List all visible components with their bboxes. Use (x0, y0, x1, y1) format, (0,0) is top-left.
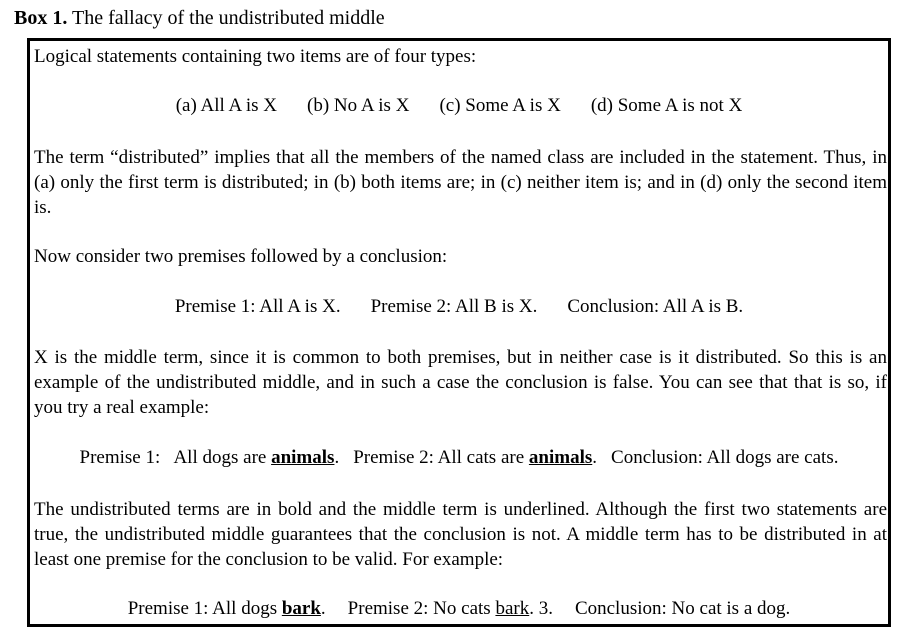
example2-conclusion: Conclusion: No cat is a dog. (574, 598, 791, 619)
statement-types (30, 95, 888, 117)
example1-premise-2: Premise 2: All cats are animals. (353, 447, 598, 468)
type-b: (b) No A is X (307, 95, 410, 116)
example1-premise-1: Premise 1: All dogs are animals. (79, 447, 340, 468)
middle-term-bold-underlined: animals (271, 447, 335, 468)
type-c: (c) Some A is X (439, 95, 561, 116)
abstract-premise-2: Premise 2: All B is X. (370, 296, 538, 317)
type-d: (d) Some A is not X (590, 95, 743, 116)
box-title: The fallacy of the undistributed middle (71, 7, 385, 29)
box-frame (27, 38, 891, 627)
example-syllogism-2 (30, 598, 888, 620)
distributed-paragraph: The term “distributed” implies that all the members of the named class are included in the statement. Thus, in (a) only the first term is distributed; in (b) both items are; in (c) neither item is; and in (d) only the second item is. (34, 147, 887, 218)
middle-term-paragraph: X is the middle term, since it is common to both premises, but in neither case is it distributed. So this is an example of the undistributed middle, and in such a case the conclusion is false. You can see that that is so, if you try a real example: (34, 347, 887, 418)
explanation-paragraph: The undistributed terms are in bold and the middle term is underlined. Although the first two statements are true, the undistributed middle guarantees that the conclusion is not. A middle term has to be distributed in at least one premise for the conclusion to be valid. For example: (34, 499, 887, 570)
box-heading (14, 6, 385, 30)
middle-term-bold-underlined: bark (281, 598, 321, 619)
type-a: (a) All A is X (175, 95, 278, 116)
box-label: Box 1. (14, 7, 68, 29)
abstract-conclusion: Conclusion: All A is B. (567, 296, 744, 317)
middle-term-underlined: bark (495, 598, 530, 619)
intro-text: Logical statements containing two items are of four types: (34, 46, 477, 67)
example1-conclusion: Conclusion: All dogs are cats. (611, 447, 839, 468)
example2-premise-2: Premise 2: No cats bark. 3. (347, 598, 553, 619)
abstract-premise-1: Premise 1: All A is X. (174, 296, 341, 317)
premises-intro: Now consider two premises followed by a conclusion: (34, 246, 448, 267)
example2-premise-1: Premise 1: All dogs bark. (127, 598, 326, 619)
abstract-syllogism (30, 296, 888, 318)
example-syllogism-1 (30, 447, 888, 469)
middle-term-bold-underlined: animals (528, 447, 593, 468)
